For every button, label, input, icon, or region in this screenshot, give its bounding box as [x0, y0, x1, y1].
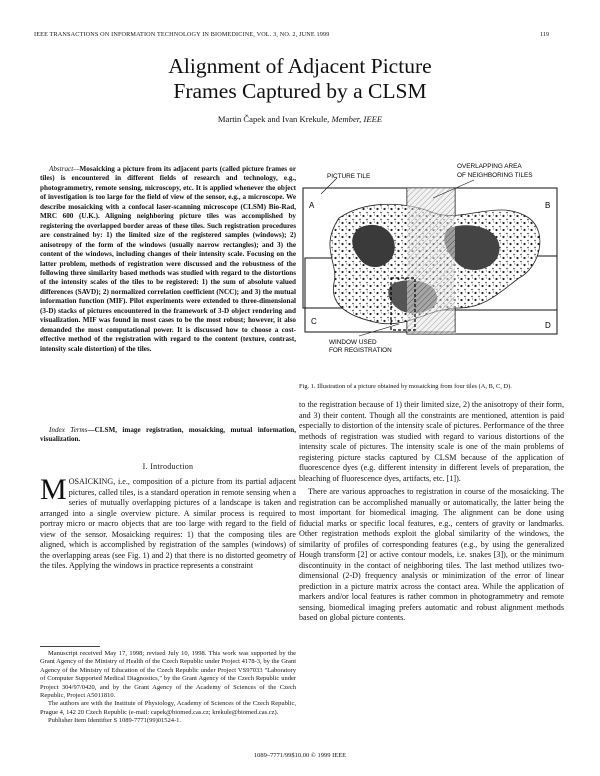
label-window-2: FOR REGISTRATION — [329, 347, 392, 354]
abstract-lead: Abstract— — [49, 165, 80, 173]
title-line-1: Alignment of Adjacent Picture — [168, 54, 432, 78]
page-footer: 1089–7771/99$10.00 © 1999 IEEE — [253, 752, 347, 759]
author-line — [0, 114, 600, 124]
index-terms — [40, 426, 296, 445]
footnote-affiliation: The authors are with the Institute of Physiology, Academy of Sciences of the Czech Republic, Prague 4, 142 20 Czech Republic (e-mail: capek@biomed.cas.cz; krekule@biomed.cas.cz). — [40, 700, 296, 716]
paragraph: to the registration because of 1) their limited size, 2) the anisotropy of their form, and 3) their content. Though all the constraints are mentioned, attention is paid especially to distortion of the intensity scale of pictures. Performance of the three methods of registration was studied with regard to various distortions of the intensity scale of pictures. The intensity scale is one of the main problems of registering picture stacks captured by CLSM because of the application of fluorescence dyes (e.g. different intensity in different levels of preparation, the bleaching of fluorescence dyes, artifacts, etc. [1]). — [299, 400, 564, 483]
abstract-text: Mosaicking a picture from its adjacent parts (called picture frames or tiles) is encountered in different fields of research and technology, e.g., photogrammetry, remote sensing, microscopy, etc. It is applied whenever the object of investigation is too large for the field of view of the sensor, e.g., a microscope. We describe mosaicking with a confocal laser-scanning microscope (CLSM) Bio-Rad, MRC 600 (U.K.). Aligning neighboring picture tiles was accomplished by registering the overlapped border areas of these tiles. Such registration procedures are constrained by: 1) the limited size of the registered samples (windows); 2) anisotropy of the form of the windows (usually narrow rectangles); and 3) the content of the windows, including changes of their intensity scale. Focusing on the latter problem, methods of registration were discussed and the robustness of the following three similarity based methods was studied with regard to the distortions of the intensity scales of the tiles to be registered: 1) the sum of absolute valued differences (SAVD); 2) normalized correlation coefficient (NCC); and 3) the mutual information function (MIF). Pilot experiments were extended to three-dimensional (3-D) stacks of pictures encountered in the framework of 3-D object rendering and visualization. MIF was found in most cases to be the most robust; however, it also demanded the most computational power. It is discussed how to choose a cost-effective method of the registration with regard to the content (texture, contrast, intensity scale distortion) of the tiles. — [40, 165, 296, 353]
paragraph: There are various approaches to registration in course of the mosaicking. The registration can be accomplished manually or automatically, the latter being the most important for biomedical imaging. The alignment can be done using fiducial marks or specific local features, e.g., centers of gravity or landmarks. Other registration methods exploit the global similarity of the windows, the similarity of profiles of corresponding features (e.g., by using the generalized Hough transform [2] or active contour models, i.e. snakes [3]), or the minimum discontinuity in the contact of neighboring tiles. The last method utilizes two-dimensional (2-D) frequency analysis or minimization of the error of linear prediction in a picture matrix across the contact area. While the application of markers and/or local features is rather common in photogrammetry and remote sensing, biomedical imaging prefers automatic and robust alignment methods based on global picture contents. — [299, 487, 564, 622]
section-heading: I. Introduction — [142, 462, 194, 471]
leader-line — [321, 178, 337, 194]
tile-label-b: B — [545, 201, 551, 210]
figure-caption: Fig. 1. Illustration of a picture obtained by mosaicking from four tiles (A, B, C, D). — [299, 383, 512, 390]
introduction-body: OSAICKING, i.e., composition of a picture from its partial adjacent pictures, called tiles, is a standard operation in remote sensing when a series of mutually overlapping pictures of a landscape is taken and arranged into a single overview picture. A similar process is required to portray micro or macro objects that are too large with regard to the field of view of the sensor. Mosaicking requires: 1) that the composing tiles are aligned, which is accomplished by registration of the samples (windows) of the overlapping areas (see Fig. 1) and 2) that there is no distorted geometry of the tiles. Applying the windows in practice represents a constraint — [40, 477, 296, 570]
drop-cap: M — [40, 473, 67, 506]
label-window-1: WINDOW USED — [329, 339, 377, 346]
footnote-divider — [40, 646, 100, 647]
author-membership: Member, IEEE — [331, 114, 383, 124]
paper-title — [0, 54, 600, 103]
label-overlap-1: OVERLAPPING AREA — [457, 163, 522, 170]
right-column-text — [299, 400, 564, 627]
title-line-2: Frames Captured by a CLSM — [173, 78, 427, 103]
tile-label-a: A — [309, 201, 315, 210]
overlap-area — [407, 188, 455, 334]
page-number: 119 — [540, 31, 550, 38]
introduction-text — [40, 473, 296, 572]
footnote-manuscript: Manuscript received May 17, 1998; revised July 10, 1998. This work was supported by the Grant Agency of the Ministry of Health of the Czech Republic under Project 4178-3, by the Grant Agency of the Ministry of Education of the Czech Republic under Project VS97033 "Laboratory of Computer Supported Medical Diagnostics," by the Grant Agency of the Czech Republic under Project 304/97/0420, and by the Grant Agency of the Academy of Sciences of the Czech Republic, Project A5011810. — [40, 650, 296, 700]
index-terms-lead: Index Terms — [49, 426, 88, 434]
tile-label-d: D — [545, 321, 551, 330]
index-terms-text: —CLSM, image registration, mosaicking, mutual information, visualization. — [40, 426, 296, 444]
abstract — [40, 165, 296, 354]
footnote — [40, 650, 296, 726]
author-names: Martin Čapek and Ivan Krekule, — [217, 114, 330, 124]
label-picture-tile: PICTURE TILE — [327, 173, 371, 180]
tile-label-c: C — [311, 317, 317, 326]
footnote-identifier: Publisher Item Identifier S 1089-7771(99)01524-1. — [48, 717, 182, 725]
figure-1 — [299, 158, 563, 372]
running-header: IEEE TRANSACTIONS ON INFORMATION TECHNOLOGY IN BIOMEDICINE, VOL. 3, NO. 2, JUNE 1999 — [34, 31, 330, 38]
label-overlap-2: OF NEIGHBORING TILES — [457, 172, 533, 179]
mosaic-illustration — [299, 158, 563, 372]
